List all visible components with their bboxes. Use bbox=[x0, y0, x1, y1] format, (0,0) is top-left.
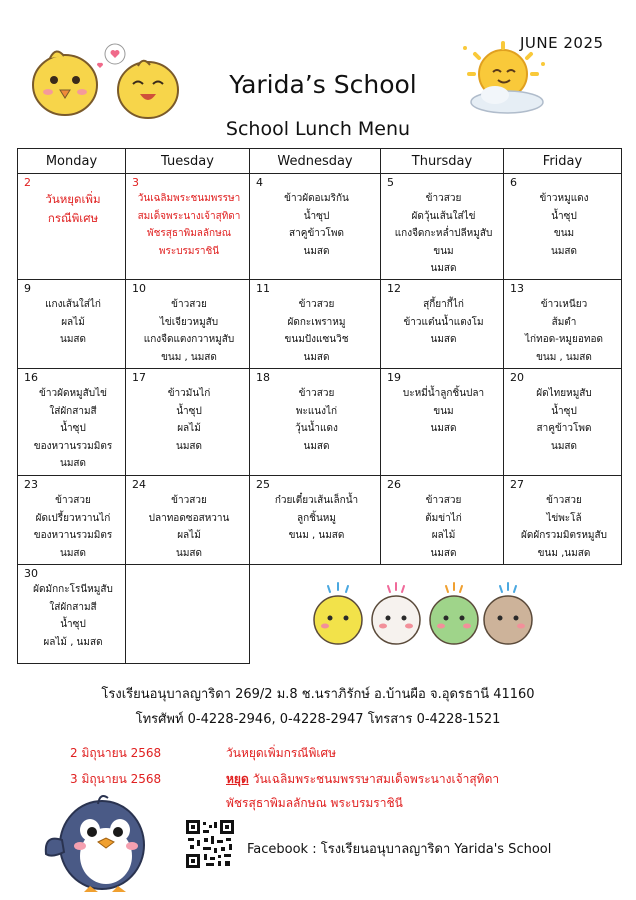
menu-item: ของหวานรวมมิตร bbox=[33, 530, 113, 541]
day-cell bbox=[381, 476, 504, 565]
day-number: 13 bbox=[510, 282, 524, 295]
day-cell bbox=[18, 174, 126, 280]
menu-item: ข้าวสวย bbox=[298, 388, 335, 399]
menu-item: ผลไม้ bbox=[177, 530, 201, 541]
day-cell bbox=[250, 369, 381, 476]
qr-code-icon bbox=[186, 820, 234, 868]
menu-item: ข้าวสวย bbox=[171, 299, 207, 310]
menu-item: ปลาทอดซอสหวาน bbox=[148, 512, 230, 524]
day-cell bbox=[126, 280, 250, 369]
menu-item: นมสด bbox=[175, 547, 203, 559]
menu-item: ขนม bbox=[553, 228, 575, 239]
holiday-note-line: พัชรสุธาพิมลลักษณ พระบรมราชินี bbox=[226, 796, 403, 810]
menu-item: ขนม , นมสด bbox=[536, 351, 592, 363]
menu-item: ใส่ผักสามสี bbox=[49, 601, 97, 613]
menu-item: กรณีพิเศษ bbox=[47, 211, 99, 225]
menu-item: ขนมปังแซนวิช bbox=[284, 334, 349, 345]
day-cell bbox=[381, 369, 504, 476]
weekday-header: Tuesday bbox=[126, 149, 250, 174]
holiday-note-date: 2 มิถุนายน 2568 bbox=[70, 746, 162, 760]
menu-item: บะหมี่น้ำลูกชิ้นปลา bbox=[402, 388, 485, 399]
day-number: 16 bbox=[24, 371, 38, 384]
menu-item: สุกี้ยากี้ไก่ bbox=[423, 299, 464, 310]
menu-item: ผลไม้ , นมสด bbox=[43, 636, 103, 648]
menu-item: ผลไม้ bbox=[177, 423, 201, 434]
menu-item: น้ำซุป bbox=[551, 210, 577, 222]
school-address: โรงเรียนอนุบาลญาริดา 269/2 ม.8 ช.นราภิรักษ์ อ.บ้านผือ จ.อุดรธานี 41160 bbox=[101, 687, 535, 702]
menu-item: ข้าวสวย bbox=[425, 193, 462, 204]
rice-ball-characters-icon bbox=[308, 578, 538, 650]
day-cell bbox=[18, 280, 126, 369]
day-number: 9 bbox=[24, 282, 31, 295]
menu-item: ใส่ผักสามสี bbox=[49, 405, 97, 417]
day-cell bbox=[18, 369, 126, 476]
day-cell bbox=[126, 369, 250, 476]
menu-item: พัชรสุธาพิมลลักษณ bbox=[147, 228, 231, 239]
day-number: 30 bbox=[24, 567, 38, 580]
menu-item: ของหวานรวมมิตร bbox=[33, 440, 113, 452]
menu-item: ลูกชิ้นหมู bbox=[297, 512, 336, 524]
menu-item: นมสด bbox=[303, 351, 330, 363]
menu-item: ก๋วยเตี๋ยวเส้นเล็กน้ำ bbox=[274, 495, 359, 506]
holiday-note-line: วันเฉลิมพระชนมพรรษาสมเด็จพระนางเจ้าสุทิดา bbox=[252, 772, 500, 786]
menu-item: น้ำซุป bbox=[303, 210, 330, 222]
menu-item: ผัดวุ้นเส้นใส่ไข่ bbox=[411, 210, 476, 222]
week-row bbox=[18, 369, 622, 476]
menu-item: ข้าวหมูแดง bbox=[539, 193, 589, 204]
holiday-note-text: วันหยุดเพิ่มกรณีพิเศษ bbox=[226, 746, 336, 760]
menu-item: ผลไม้ bbox=[61, 316, 85, 328]
sun-cloud-icon bbox=[455, 40, 550, 115]
day-cell bbox=[381, 280, 504, 369]
menu-item: นมสด bbox=[59, 458, 87, 469]
day-number: 11 bbox=[256, 282, 270, 295]
school-name: Yarida’s School bbox=[229, 70, 417, 99]
menu-item: วันเฉลิมพระชนมพรรษา bbox=[137, 193, 241, 204]
menu-item: นมสด bbox=[430, 263, 457, 274]
day-number: 5 bbox=[387, 176, 394, 189]
holiday-note-date: 3 มิถุนายน 2568 bbox=[70, 772, 162, 786]
school-phone: โทรศัพท์ 0-4228-2946, 0-4228-2947 โทรสาร 0-4228-1521 bbox=[135, 712, 501, 727]
menu-item: ขนม , นมสด bbox=[161, 351, 217, 363]
day-number: 17 bbox=[132, 371, 146, 384]
weekday-header: Friday bbox=[504, 149, 622, 174]
day-number: 24 bbox=[132, 478, 146, 491]
day-number: 27 bbox=[510, 478, 524, 491]
menu-item: ข้าวมันไก่ bbox=[167, 388, 211, 399]
menu-item: นมสด bbox=[550, 245, 578, 257]
day-number: 3 bbox=[132, 176, 139, 189]
chick-icon bbox=[20, 40, 195, 125]
menu-item: สมเด็จพระนางเจ้าสุทิดา bbox=[137, 210, 241, 222]
menu-item: น้ำซุป bbox=[60, 423, 86, 434]
menu-item: ไข่พะโล้ bbox=[546, 512, 582, 524]
menu-item: ขนม bbox=[433, 405, 454, 417]
week-row bbox=[18, 476, 622, 565]
menu-item: น้ำซุป bbox=[176, 405, 202, 417]
weekday-header: Monday bbox=[18, 149, 126, 174]
day-number: 6 bbox=[510, 176, 517, 189]
menu-item: นมสด bbox=[59, 547, 87, 559]
menu-item: นมสด bbox=[59, 334, 87, 345]
day-cell bbox=[504, 174, 622, 280]
menu-item: น้ำซุป bbox=[551, 405, 577, 417]
menu-item: ข้าวแต๋นน้ำแตงโม bbox=[403, 316, 484, 328]
day-number: 2 bbox=[24, 176, 31, 189]
menu-item: นมสด bbox=[430, 334, 457, 345]
menu-item: พะแนงไก่ bbox=[295, 405, 338, 417]
day-cell bbox=[504, 369, 622, 476]
menu-item: นมสด bbox=[430, 547, 457, 559]
menu-item: วุ้นน้ำแดง bbox=[295, 423, 338, 434]
menu-item: ไก่ทอด-หมูยอทอด bbox=[525, 334, 603, 345]
menu-item: ผัดกะเพราหมู bbox=[287, 316, 346, 328]
day-number: 20 bbox=[510, 371, 524, 384]
day-cell bbox=[381, 174, 504, 280]
menu-item: นมสด bbox=[303, 440, 330, 452]
day-number: 10 bbox=[132, 282, 146, 295]
menu-item: นมสด bbox=[430, 423, 457, 434]
day-number: 12 bbox=[387, 282, 401, 295]
menu-item: ขนม bbox=[433, 245, 454, 257]
menu-item: ผัดมักกะโรนีหมูสับ bbox=[33, 584, 113, 595]
empty-cell bbox=[126, 565, 250, 664]
menu-item: นมสด bbox=[303, 245, 330, 257]
day-cell bbox=[504, 476, 622, 565]
holiday-note-prefix: หยุด bbox=[226, 772, 249, 786]
day-number: 18 bbox=[256, 371, 270, 384]
facebook-link[interactable]: Facebook : โรงเรียนอนุบาลญาริดา Yarida's School bbox=[247, 842, 552, 857]
day-cell bbox=[18, 565, 126, 664]
menu-item: น้ำซุป bbox=[60, 619, 86, 630]
menu-item: ข้าวสวย bbox=[298, 299, 335, 310]
menu-item: วันหยุดเพิ่ม bbox=[45, 192, 101, 206]
menu-item: แกงเส้นใส่ไก่ bbox=[45, 299, 101, 310]
weekday-header: Wednesday bbox=[250, 149, 381, 174]
day-number: 23 bbox=[24, 478, 38, 491]
day-cell bbox=[250, 476, 381, 565]
day-cell bbox=[250, 280, 381, 369]
menu-item: ไข่เจียวหมูสับ bbox=[159, 316, 219, 328]
page-title: School Lunch Menu bbox=[225, 118, 411, 140]
menu-item: สาคูข้าวโพด bbox=[289, 228, 344, 239]
weekday-header-row bbox=[18, 149, 622, 174]
menu-item: นมสด bbox=[175, 440, 203, 452]
menu-item: ข้าวเหนียว bbox=[540, 299, 588, 310]
menu-item: แกงจืดแตงกวาหมูสับ bbox=[143, 334, 235, 345]
menu-item: ส้มตำ bbox=[551, 316, 577, 328]
menu-item: ผัดเปรี้ยวหวานไก่ bbox=[35, 512, 111, 524]
menu-item: สาคูข้าวโพด bbox=[536, 423, 592, 434]
menu-item: ผัดผักรวมมิตรหมูสับ bbox=[521, 530, 607, 541]
week-row bbox=[18, 280, 622, 369]
week-row bbox=[18, 174, 622, 280]
menu-item: แกงจืดกะหล่ำปลีหมูสับ bbox=[394, 228, 493, 239]
day-number: 19 bbox=[387, 371, 401, 384]
menu-item: ผลไม้ bbox=[431, 530, 456, 541]
menu-item: พระบรมราชินี bbox=[158, 245, 220, 257]
menu-item: ข้าวผัดอเมริกัน bbox=[284, 193, 349, 204]
menu-item: ต้มข่าไก่ bbox=[425, 512, 462, 524]
day-cell bbox=[504, 280, 622, 369]
menu-item: ขนม , นมสด bbox=[288, 530, 345, 541]
menu-item: ข้าวสวย bbox=[171, 495, 207, 506]
holiday-note-text bbox=[226, 770, 499, 789]
day-cell bbox=[250, 174, 381, 280]
month-label: JUNE 2025 bbox=[520, 34, 604, 52]
day-cell bbox=[126, 476, 250, 565]
weekday-header: Thursday bbox=[381, 149, 504, 174]
menu-item: ข้าวสวย bbox=[425, 495, 462, 506]
menu-item: ผัดไทยหมูสับ bbox=[536, 388, 592, 399]
day-number: 4 bbox=[256, 176, 263, 189]
menu-item: ข้าวสวย bbox=[55, 495, 91, 506]
day-number: 25 bbox=[256, 478, 270, 491]
day-number: 26 bbox=[387, 478, 401, 491]
menu-item: นมสด bbox=[550, 440, 578, 452]
menu-item: ข้าวสวย bbox=[546, 495, 582, 506]
penguin-bird-icon bbox=[40, 790, 160, 895]
day-cell bbox=[126, 174, 250, 280]
menu-item: ขนม ,นมสด bbox=[537, 547, 591, 559]
day-cell bbox=[18, 476, 126, 565]
menu-item: ข้าวผัดหมูสับไข่ bbox=[39, 388, 107, 399]
